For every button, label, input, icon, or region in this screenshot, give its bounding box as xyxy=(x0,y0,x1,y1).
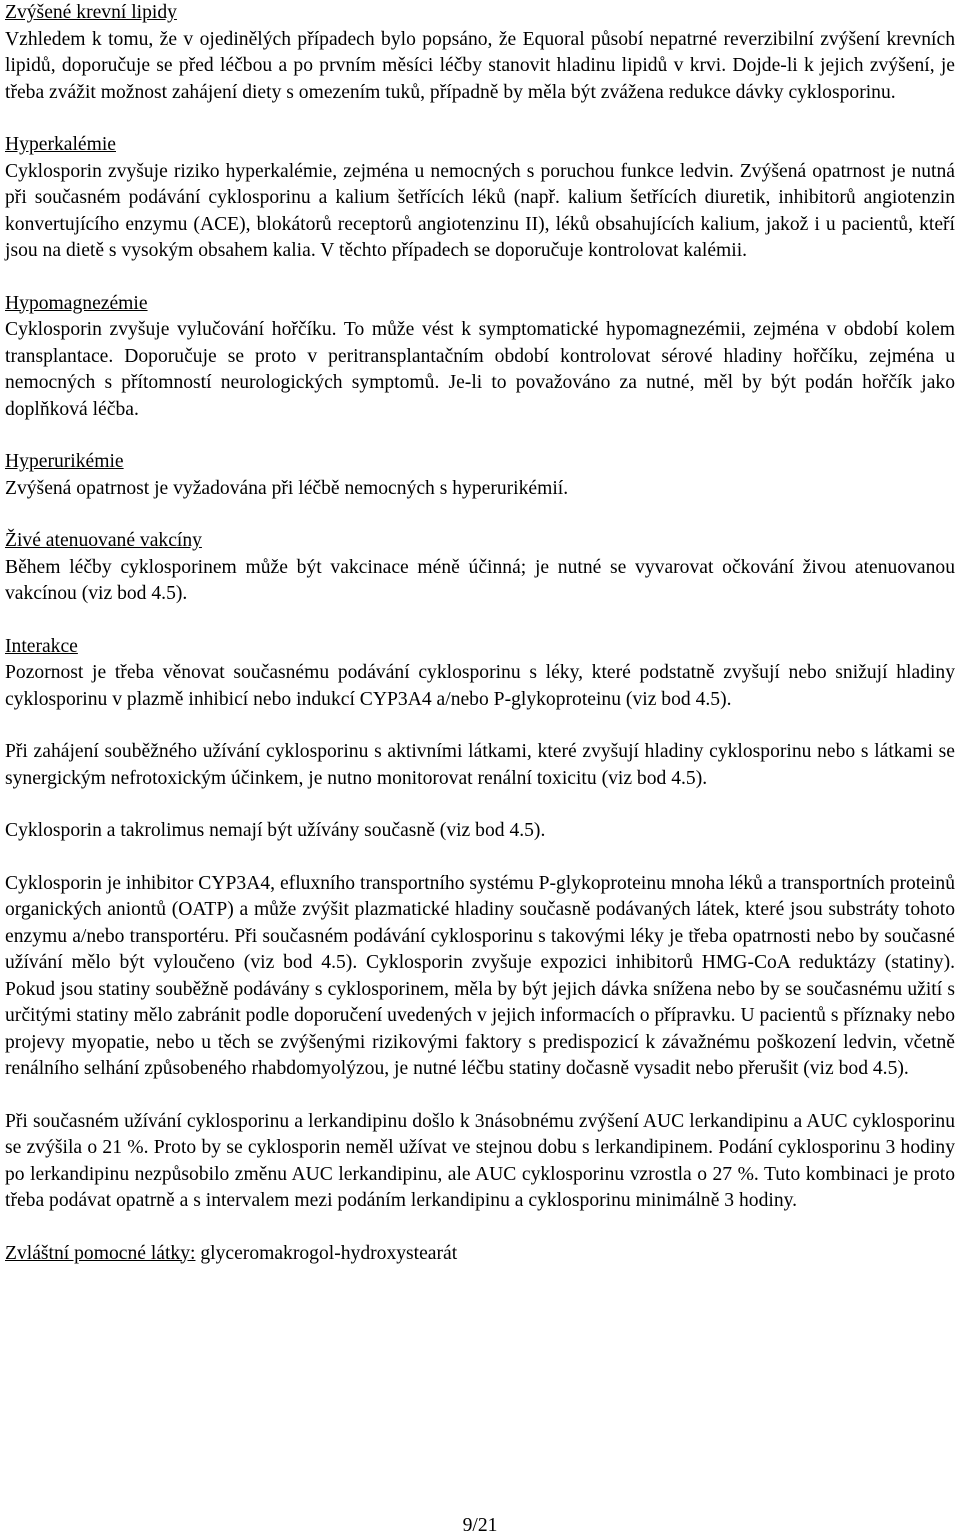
excipients-heading: Zvláštní pomocné látky: xyxy=(5,1242,196,1264)
section-heading: Hyperkalémie xyxy=(5,134,116,155)
section-text: Pozornost je třeba věnovat současnému podávání cyklosporinu s léky, které podstatně zvyšují nebo snižují hladiny cyklosporinu v plazmě inhibicí nebo indukcí CYP3A4 a/nebo P-glykoproteinu (viz bod 4.5). xyxy=(5,662,955,710)
section-text: Zvýšená opatrnost je vyžadována při léčbě nemocných s hyperurikémií. xyxy=(5,477,569,499)
paragraph-nephrotoxic: Při zahájení souběžného užívání cyklosporinu s aktivními látkami, které zvyšují hladiny cyklosporinu nebo s látkami se synergickým nefrotoxickým účinkem, je nutno monitorovat renální toxicitu (viz bod 4.5). xyxy=(5,741,955,789)
paragraph-cyp3a4-statins: Cyklosporin je inhibitor CYP3A4, efluxního transportního systému P-glykoproteinu mnoha léků a transportních proteinů organických aniontů (OATP) a může zvýšit plazmatické hladiny současně podávaných látek, které jsou substráty tohoto enzymu a/nebo transportéru. Při současném podávání cyklosporinu s takovými léky je třeba opatrnosti nebo by současné užívání mělo být vyloučeno (viz bod 4.5). Cyklosporin zvyšuje expozici inhibitorů HMG-CoA reduktázy (statiny). Pokud jsou statiny souběžně podávány s cyklosporinem, měla by být jejich dávka snížena nebo by se současnému užití s určitými statiny mělo zabránit podle doporučení uvedených v jejich informacích o přípravku. U pacientů s příznaky nebo projevy myopatie, nebo u těch se zvýšenými rizikovými faktory s predispozicí k závažnému poškození ledvin, včetně renálního selhání způsobeného rhabdomyolýzou, je nutné léčbu statiny dočasně vysadit nebo přerušit (viz bod 4.5). xyxy=(5,872,955,1079)
section-text: Cyklosporin zvyšuje riziko hyperkalémie, zejména u nemocných s poruchou funkce ledvin. Zvýšená opatrnost je nutná při současném podávání cyklosporinu a kalium šetřících léků (např. kalium šetřících diuretik, inhibitorů angiotenzin konvertujícího enzymu (ACE), blokátorů receptorů angiotenzinu II), léků obsahujících kalium, jakož i u pacientů, kteří jsou na dietě s vysokým obsahem kalia. V těchto případech se doporučuje kontrolovat kalémii. xyxy=(5,160,955,261)
section-live-vaccines xyxy=(5,528,955,608)
section-hyperuricemia xyxy=(5,449,955,502)
section-hypomagnesemia xyxy=(5,291,955,424)
section-text: Cyklosporin zvyšuje vylučování hořčíku. To může vést k symptomatické hypomagnezémii, zejména v období kolem transplantace. Doporučuje se proto v peritransplantačním období kontrolovat sérové hladiny hořčíku, zejména u nemocných s přítomností neurologických symptomů. Je-li to považováno za nutné, měl by být podán hořčík jako doplňková léčba. xyxy=(5,319,955,420)
paragraph-tacrolimus: Cyklosporin a takrolimus nemají být užívány současně (viz bod 4.5). xyxy=(5,820,546,841)
section-interactions xyxy=(5,634,955,714)
section-heading: Živé atenuované vakcíny xyxy=(5,530,202,551)
document-page xyxy=(5,0,955,1267)
section-heading: Interakce xyxy=(5,635,78,657)
section-heading: Zvýšené krevní lipidy xyxy=(5,2,177,23)
page-number: 9/21 xyxy=(462,1515,498,1536)
section-text: Během léčby cyklosporinem může být vakcinace méně účinná; je nutné se vyvarovat očkování živou atenuovanou vakcínou (viz bod 4.5). xyxy=(5,556,955,604)
excipients-text: glyceromakrogol-hydroxystearát xyxy=(195,1242,458,1264)
excipients-line xyxy=(5,1241,955,1268)
section-heading: Hyperurikémie xyxy=(5,451,124,472)
section-text: Vzhledem k tomu, že v ojedinělých případech bylo popsáno, že Equoral působí nepatrné reverzibilní zvýšení krevních lipidů, doporučuje se před léčbou a po prvním měsíci léčby stanovit hladinu lipidů v krvi. Dojde-li k jejich zvýšení, je třeba zvážit možnost zahájení diety s omezením tuků, případně by měla být zvážena redukce dávky cyklosporinu. xyxy=(5,28,955,103)
section-elevated-lipids xyxy=(5,0,955,106)
section-heading: Hypomagnezémie xyxy=(5,292,148,314)
paragraph-lercanidipine: Při současném užívání cyklosporinu a lerkandipinu došlo k 3násobnému zvýšení AUC lerkandipinu a AUC cyklosporinu se zvýšila o 21 %. Proto by se cyklosporin neměl užívat ve stejnou dobu s lerkandipinem. Podání cyklosporinu 3 hodiny po lerkandipinu nezpůsobilo změnu AUC lerkandipinu, ale AUC cyklosporinu vzrostla o 27 %. Tuto kombinaci je proto třeba podávat opatrně a s intervalem mezi podáním lerkandipinu a cyklosporinu minimálně 3 hodiny. xyxy=(5,1110,955,1211)
section-hyperkalemia xyxy=(5,132,955,265)
